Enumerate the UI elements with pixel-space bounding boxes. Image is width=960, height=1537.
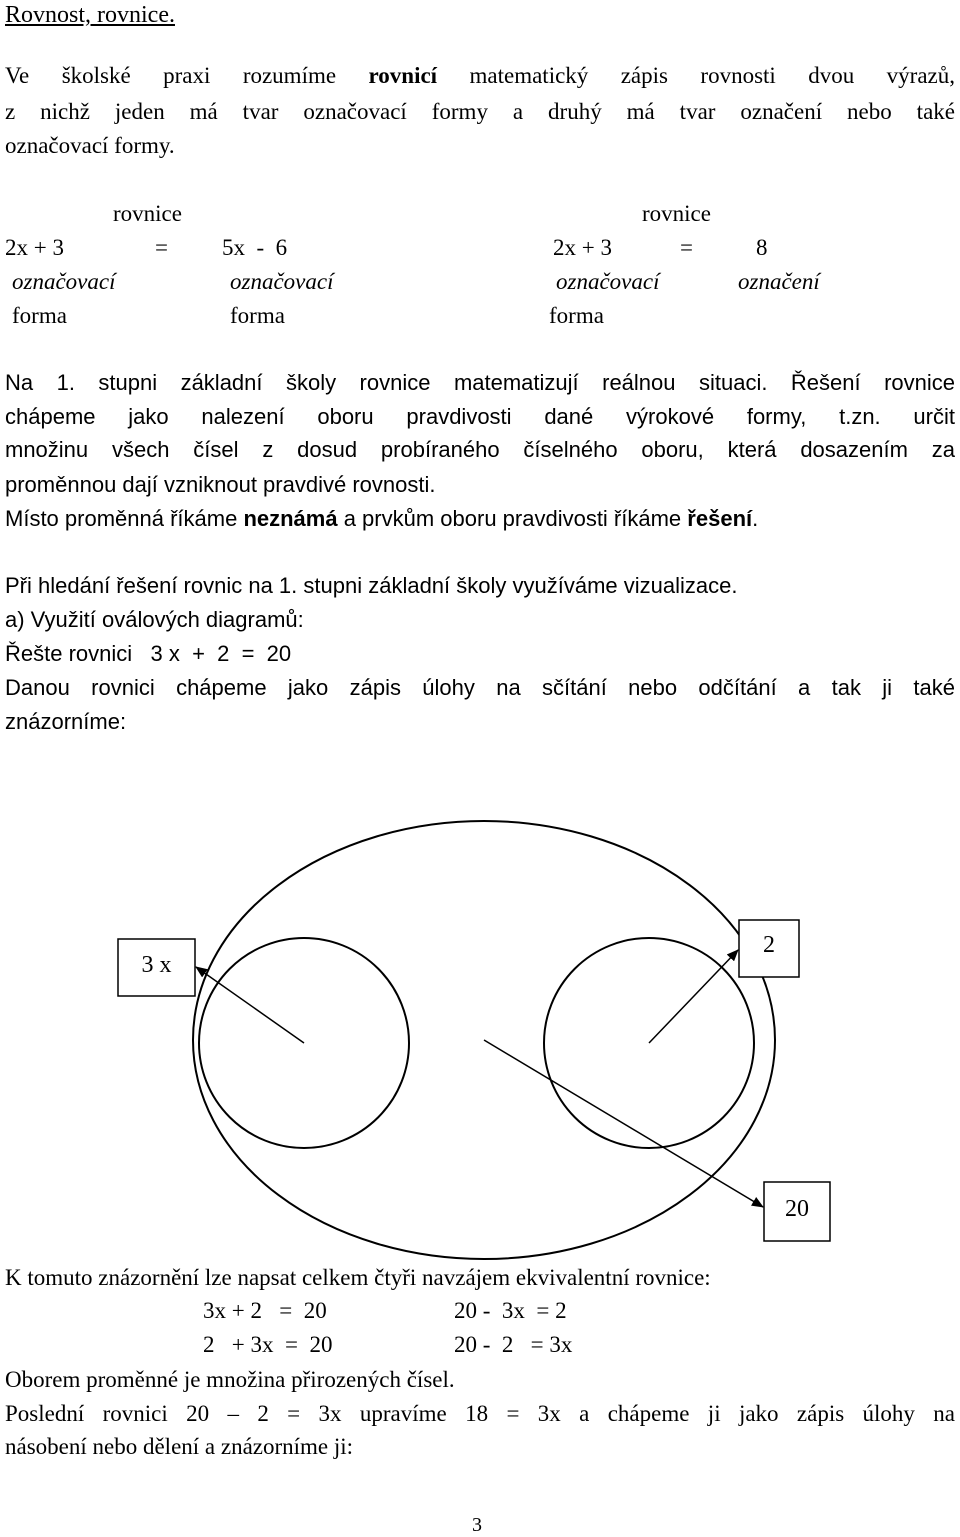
section3-line-4: Danou rovnici chápeme jako zápis úlohy na sčítání nebo odčítání a tak ji také bbox=[5, 675, 955, 700]
example-left-rhs-type: označovací bbox=[230, 269, 334, 294]
example-right-rhs: 8 bbox=[756, 235, 768, 260]
page-title: Rovnost, rovnice. bbox=[5, 2, 175, 28]
section3-line-2: a) Využití oválových diagramů: bbox=[5, 607, 304, 632]
equivalent-eq-1: 3x + 2 = 20 bbox=[203, 1298, 327, 1323]
example-left-eq: = bbox=[155, 235, 168, 260]
section2-line-4: proměnnou dají vzniknout pravdivé rovnosti. bbox=[5, 472, 436, 497]
box-right-label: 2 bbox=[763, 932, 775, 958]
example-left-header: rovnice bbox=[113, 201, 182, 226]
box-bottom-label: 20 bbox=[785, 1196, 809, 1222]
equivalent-eq-2: 20 - 3x = 2 bbox=[454, 1298, 567, 1323]
intro-line-3: označovací formy. bbox=[5, 133, 175, 158]
term-rovnici: rovnicí bbox=[368, 63, 438, 88]
section2-line-1: Na 1. stupni základní školy rovnice matematizují reálnou situaci. Řešení rovnice bbox=[5, 370, 955, 395]
section3-line-1: Při hledání řešení rovnic na 1. stupni základní školy využíváme vizualizace. bbox=[5, 573, 738, 598]
equivalent-eq-4: 20 - 2 = 3x bbox=[454, 1332, 573, 1357]
term-reseni: řešení bbox=[687, 506, 753, 531]
equivalent-eq-3: 2 + 3x = 20 bbox=[203, 1332, 333, 1357]
example-left-rhs-form: forma bbox=[230, 303, 285, 328]
section4-line-3: Poslední rovnici 20 – 2 = 3x upravíme 18 = 3x a chápeme ji jako zápis úlohy na bbox=[5, 1401, 955, 1426]
intro-line-1: Ve školské praxi rozumíme rovnicí matematický zápis rovnosti dvou výrazů, bbox=[5, 63, 955, 88]
term-neznama: neznámá bbox=[243, 506, 338, 531]
example-left-rhs: 5x - 6 bbox=[222, 235, 288, 260]
example-right-lhs-form: forma bbox=[549, 303, 604, 328]
section2-line-2: chápeme jako nalezení oboru pravdivosti dané výrokové formy, t.zn. určit bbox=[5, 404, 955, 429]
section4-line-2: Oborem proměnné je množina přirozených čísel. bbox=[5, 1367, 455, 1392]
section4-line-4: násobení nebo dělení a znázorníme ji: bbox=[5, 1434, 354, 1459]
section3-line-3: Řešte rovnici 3 x + 2 = 20 bbox=[5, 641, 292, 666]
example-left-lhs-type: označovací bbox=[12, 269, 116, 294]
example-left-lhs: 2x + 3 bbox=[5, 235, 64, 260]
arrow-to-bottom-box bbox=[484, 1040, 763, 1207]
intro-line-2: z nichž jeden má tvar označovací formy a druhý má tvar označení nebo také bbox=[5, 99, 955, 124]
example-right-lhs: 2x + 3 bbox=[553, 235, 612, 260]
page-number: 3 bbox=[472, 1514, 482, 1536]
arrow-to-right-box bbox=[649, 950, 738, 1043]
example-right-header: rovnice bbox=[642, 201, 711, 226]
section2-line-3: množinu všech čísel z dosud probíraného číselného oboru, která dosazením za bbox=[5, 437, 955, 462]
box-left-label: 3 x bbox=[141, 952, 172, 978]
section2-line-5: Místo proměnná říkáme neznámá a prvkům oboru pravdivosti říkáme řešení. bbox=[5, 506, 759, 531]
arrow-to-left-box bbox=[196, 967, 304, 1043]
example-right-eq: = bbox=[680, 235, 693, 260]
example-right-rhs-type: označení bbox=[738, 269, 820, 294]
section3-line-5: znázorníme: bbox=[5, 709, 127, 734]
example-right-lhs-type: označovací bbox=[556, 269, 660, 294]
section4-line-1: K tomuto znázornění lze napsat celkem čtyři navzájem ekvivalentní rovnice: bbox=[5, 1265, 711, 1290]
example-left-lhs-form: forma bbox=[12, 303, 67, 328]
